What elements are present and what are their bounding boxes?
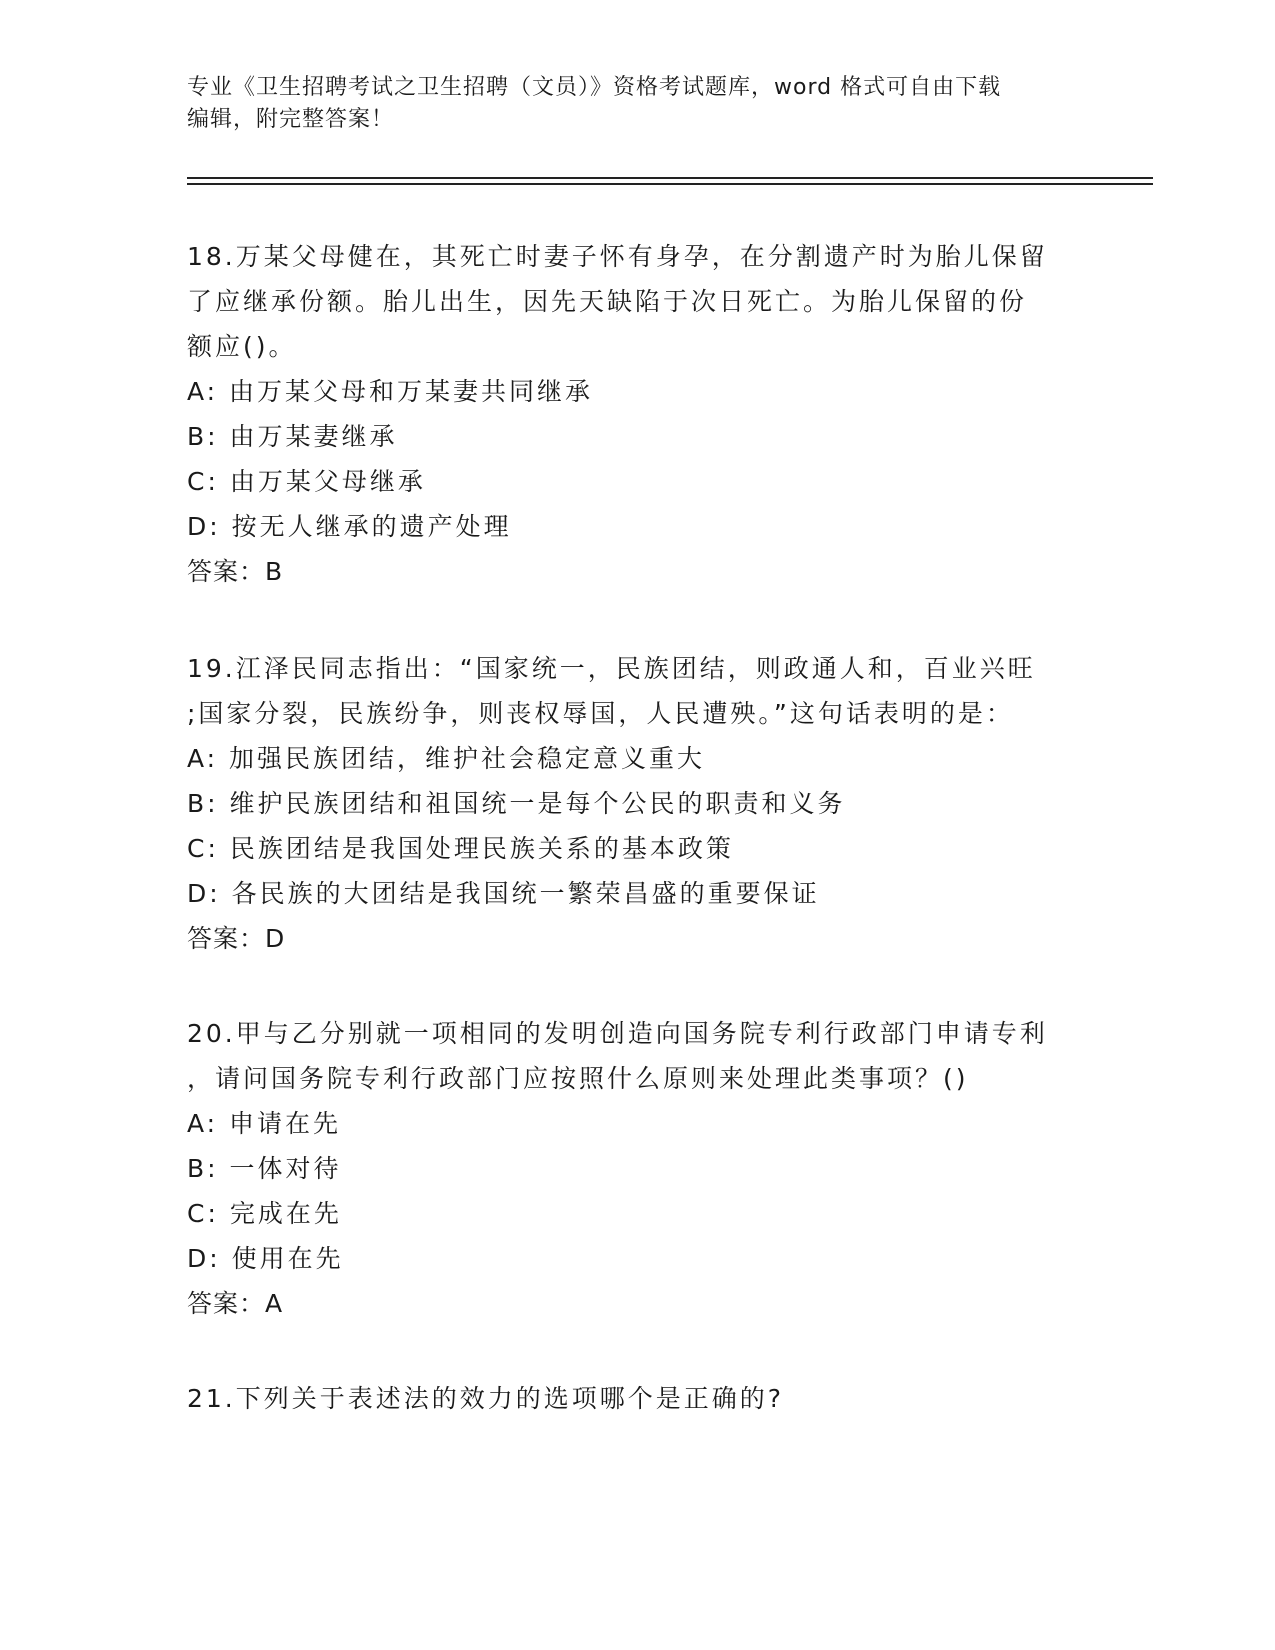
question-stem-line: 18.万某父母健在，其死亡时妻子怀有身孕，在分割遗产时为胎儿保留 [187,242,1048,271]
option-a: A: 加强民族团结，维护社会稳定意义重大 [187,744,706,773]
option-a: A: 申请在先 [187,1109,342,1138]
question-stem-line: 额应()。 [187,332,297,361]
option-c: C: 完成在先 [187,1199,342,1228]
header-divider-bottom [187,183,1153,185]
answer-line: 答案：B [187,557,284,586]
question-stem-line: ;国家分裂，民族纷争，则丧权辱国，人民遭殃。”这句话表明的是： [187,699,1014,728]
document-header [187,72,1087,136]
answer-line: 答案：A [187,1289,284,1318]
option-c: C: 由万某父母继承 [187,467,426,496]
option-d: D: 各民族的大团结是我国统一繁荣昌盛的重要保证 [187,879,820,908]
question-stem-line: ，请问国务院专利行政部门应按照什么原则来处理此类事项？() [187,1064,969,1093]
option-b: B: 由万某妻继承 [187,422,398,451]
header-line-2: 编辑，附完整答案！ [187,107,395,132]
question-stem-line: 19.江泽民同志指出：“国家统一，民族团结，则政通人和，百业兴旺 [187,654,1036,683]
question-19 [187,646,1087,961]
question-20 [187,1011,1087,1326]
option-c: C: 民族团结是我国处理民族关系的基本政策 [187,834,734,863]
header-line-1: 专业《卫生招聘考试之卫生招聘（文员）》资格考试题库，word 格式可自由下载 [187,75,1002,100]
option-a: A: 由万某父母和万某妻共同继承 [187,377,594,406]
question-stem-line: 21.下列关于表述法的效力的选项哪个是正确的? [187,1384,785,1413]
option-b: B: 维护民族团结和祖国统一是每个公民的职责和义务 [187,789,846,818]
option-d: D: 按无人继承的遗产处理 [187,512,512,541]
header-divider-top [187,177,1153,179]
question-21 [187,1376,1087,1421]
question-stem-line: 20.甲与乙分别就一项相同的发明创造向国务院专利行政部门申请专利 [187,1019,1048,1048]
answer-line: 答案：D [187,924,286,953]
question-stem-line: 了应继承份额。胎儿出生，因先天缺陷于次日死亡。为胎儿保留的份 [187,287,1028,316]
question-18 [187,234,1087,594]
option-b: B: 一体对待 [187,1154,342,1183]
option-d: D: 使用在先 [187,1244,344,1273]
